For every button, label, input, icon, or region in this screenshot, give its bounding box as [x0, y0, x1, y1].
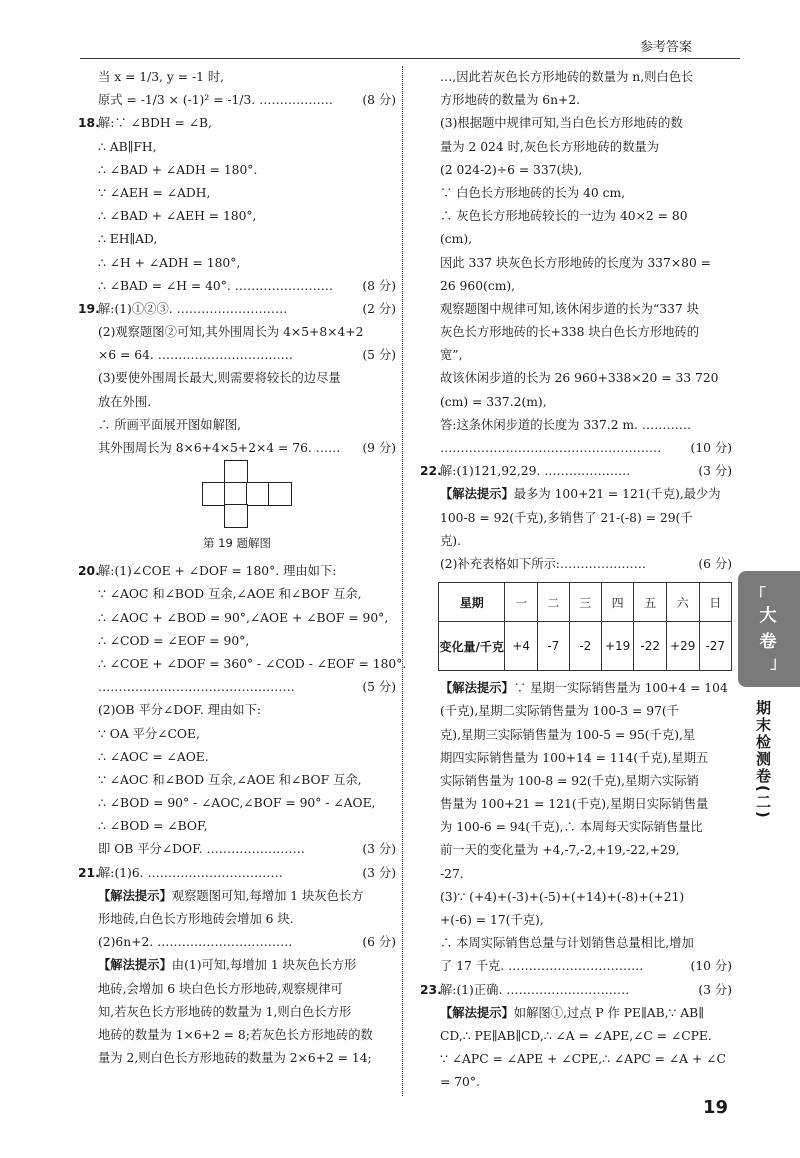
table-row-days — [439, 583, 732, 622]
net-square-3 — [246, 482, 270, 506]
line-text: 地砖,会增加 6 块白色长方形地砖,观察规律可 — [98, 981, 343, 996]
score-label: (3 分) — [362, 842, 396, 857]
text-line — [420, 252, 732, 275]
text-line — [78, 676, 396, 699]
text-line — [420, 553, 732, 576]
text-line — [420, 747, 732, 770]
line-text: 其外围周长为 8×6+4×5+2×4 = 76. …… — [98, 441, 341, 455]
question-number: 22. — [420, 464, 442, 479]
table-day: 六 — [666, 583, 699, 622]
side-tab-line1: 大 — [759, 606, 777, 626]
line-text: 解:∵ ∠BDH = ∠B, — [98, 116, 212, 131]
left2-lines-group — [78, 560, 407, 1070]
text-line — [420, 391, 732, 414]
line-text: 克),星期三实际销售量为 100-5 = 95(千克),星 — [440, 727, 696, 742]
line-text: 知,若灰色长方形地砖的数量为 1,则白色长方形 — [98, 1004, 352, 1019]
text-line — [420, 182, 732, 205]
line-text: ∴ ∠BAD + ∠AEH = 180°, — [98, 209, 257, 224]
text-line — [78, 136, 396, 159]
text-line — [78, 182, 396, 205]
line-text: (2)补充表格如下所示:………………… — [440, 556, 647, 571]
line-text: 观察题图可知,每增加 1 块灰色长方 — [171, 888, 364, 903]
hint-label: 【解法提示】 — [440, 487, 514, 502]
table-value: +19 — [601, 622, 634, 671]
line-text: 为 100-6 = 94(千克),∴ 本周每天实际销售量比 — [440, 820, 703, 835]
line-text: 解:(1)6. …………………………… — [98, 865, 283, 880]
side-tab — [738, 571, 800, 687]
text-line — [78, 1047, 396, 1070]
text-line — [420, 839, 732, 862]
text-line — [78, 1001, 396, 1024]
line-text: 期四实际销售量为 100+14 = 114(千克),星期五 — [440, 750, 709, 765]
line-text: 形地砖,白色长方形地砖会增加 6 块. — [98, 912, 294, 926]
line-text: 解:(1)①②③. ……………………… — [98, 301, 288, 316]
line-text: (2)6n+2. …………………………… — [98, 935, 293, 950]
text-line — [420, 321, 732, 344]
line-text: 量为 2,则白色长方形地砖的数量为 2×6+2 = 14; — [98, 1051, 372, 1066]
line-text: 26 960(cm), — [440, 278, 516, 293]
score-label: (8 分) — [362, 93, 396, 108]
net-square-1 — [202, 482, 226, 506]
table-value: -27 — [699, 622, 731, 671]
line-text: 答:这条休闲步道的长度为 337.2 m. ………… — [440, 417, 692, 432]
text-line — [78, 252, 396, 275]
line-text: 地砖的数量为 1×6+2 = 8;若灰色长方形地砖的数 — [98, 1027, 373, 1042]
score-label: (3 分) — [698, 982, 732, 997]
net-square-2 — [224, 482, 248, 506]
line-text: 售量为 100+21 = 121(千克),星期日实际销售量 — [440, 797, 709, 812]
line-text: 方形地砖的数量为 6n+2. — [440, 93, 581, 108]
text-line — [420, 530, 732, 553]
text-line — [420, 298, 732, 321]
line-text: ………………………………………… — [98, 680, 295, 695]
line-text: 放在外围. — [98, 394, 152, 409]
question-number: 19. — [78, 301, 100, 316]
line-text: 故该休闲步道的长为 26 960+338×20 = 33 720 — [440, 371, 719, 386]
line-text: ∵ OA 平分∠COE, — [98, 726, 200, 741]
text-line — [78, 746, 396, 769]
line-text: 实际销售量为 100-8 = 92(千克),星期六实际销 — [440, 773, 699, 788]
text-line — [78, 1024, 396, 1047]
text-line — [420, 507, 732, 530]
score-label: (5 分) — [362, 680, 396, 695]
text-line — [78, 298, 396, 321]
line-text: (3)根据题中规律可知,当白色长方形地砖的数 — [440, 116, 683, 131]
text-line — [78, 275, 396, 298]
line-text: (2)OB 平分∠DOF. 理由如下: — [98, 703, 262, 718]
hint-label: 【解法提示】 — [440, 681, 514, 696]
line-text: 100-8 = 92(千克),多销售了 21-(-8) = 29(千 — [440, 510, 693, 525]
line-text: (千克),星期二实际销售量为 100-3 = 97(千 — [440, 704, 679, 719]
line-text: ×6 = 64. …………………………… — [98, 348, 293, 363]
line-text: (cm) = 337.2(m), — [440, 394, 547, 409]
text-line — [78, 723, 396, 746]
line-text: ∴ 本周实际销售总量与计划销售总量相比,增加 — [440, 936, 694, 951]
sales-change-table — [438, 582, 732, 671]
table-value: -2 — [569, 622, 601, 671]
hint-label: 【解法提示】 — [98, 888, 172, 903]
text-line — [78, 815, 396, 838]
net-square-4 — [268, 482, 292, 506]
line-text: 由(1)可知,每增加 1 块灰色长方形 — [171, 958, 357, 973]
score-label: (10 分) — [690, 441, 732, 455]
score-label: (5 分) — [362, 348, 396, 363]
text-line — [420, 205, 732, 228]
page-header-title: 参考答案 — [640, 40, 693, 55]
line-text: +(-6) = 17(千克), — [440, 913, 544, 927]
line-text: 解:(1)121,92,29. ………………… — [440, 464, 631, 479]
side-tab-line2: 卷 — [759, 632, 777, 652]
line-text: ∴ AB∥FH, — [98, 139, 157, 154]
text-line — [420, 816, 732, 839]
text-line — [78, 954, 396, 977]
line-text: ∴ EH∥AD, — [98, 232, 158, 247]
text-line — [78, 607, 396, 630]
line-text: (3)∵ (+4)+(-3)+(-5)+(+14)+(-8)+(+21) — [440, 889, 685, 904]
net-square-bottom — [224, 504, 248, 528]
score-label: (6 分) — [698, 556, 732, 571]
line-text: 原式 = -1/3 × (-1)² = -1/3. ……………… — [98, 93, 333, 108]
line-text: ∴ 灰色长方形地砖较长的一边为 40×2 = 80 — [440, 209, 688, 224]
right-lines-group — [420, 66, 732, 576]
text-line — [78, 792, 396, 815]
figure-19-net — [78, 460, 396, 560]
text-line — [420, 863, 732, 886]
hint-label: 【解法提示】 — [98, 958, 172, 973]
left-lines-group — [78, 66, 396, 460]
table-day: 四 — [601, 583, 634, 622]
text-line — [420, 112, 732, 135]
text-line — [420, 979, 732, 1002]
header-rule — [80, 58, 740, 59]
line-text: 解:(1)∠COE + ∠DOF = 180°. 理由如下: — [98, 564, 337, 579]
line-text: (2)观察题图②可知,其外围周长为 4×5+8×4+2 — [98, 325, 364, 340]
text-line — [78, 205, 396, 228]
text-line — [78, 560, 396, 583]
text-line — [420, 1002, 732, 1025]
line-text: ∴ ∠H + ∠ADH = 180°, — [98, 255, 241, 270]
text-line — [420, 724, 732, 747]
line-text: 最多为 100+21 = 121(千克),最少为 — [513, 487, 721, 502]
text-line — [78, 228, 396, 251]
line-text: 因此 337 块灰色长方形地砖的长度为 337×80 = — [440, 255, 711, 270]
score-label: (3 分) — [362, 865, 396, 880]
text-line — [420, 909, 732, 932]
line-text: 前一天的变化量为 +4,-7,-2,+19,-22,+29, — [440, 843, 680, 858]
text-line — [420, 793, 732, 816]
text-line — [420, 1048, 732, 1071]
page-number: 19 — [703, 1097, 729, 1118]
line-text: 解:(1)正确. ………………………… — [440, 982, 630, 997]
text-line — [420, 886, 732, 909]
text-line — [78, 437, 396, 460]
line-text: ∴ ∠COE + ∠DOF = 360° - ∠COD - ∠EOF = 180°. — [98, 656, 407, 671]
score-label: (9 分) — [362, 441, 396, 455]
question-number: 23. — [420, 982, 442, 997]
line-text: 当 x = 1/3, y = -1 时, — [98, 70, 225, 84]
text-line — [420, 89, 732, 112]
line-text: 灰色长方形地砖的长+338 块白色长方形地砖的 — [440, 325, 700, 340]
table-row-values — [439, 622, 732, 671]
text-line — [78, 630, 396, 653]
text-line — [78, 112, 396, 135]
text-line — [420, 367, 732, 390]
side-tab-inner: 「 大 卷 」 — [750, 585, 786, 672]
table-day: 日 — [699, 583, 731, 622]
line-text: CD,∴ PE∥AB∥CD,∴ ∠A = ∠APE,∠C = ∠CPE. — [440, 1028, 712, 1043]
question-number: 18. — [78, 116, 100, 131]
column-divider — [402, 66, 403, 1096]
table-day: 三 — [569, 583, 601, 622]
text-line — [420, 1025, 732, 1048]
text-line — [78, 391, 396, 414]
line-text: ∴ ∠COD = ∠EOF = 90°, — [98, 633, 250, 648]
line-text: -27. — [440, 866, 464, 881]
text-line — [78, 583, 396, 606]
text-line — [420, 483, 732, 506]
text-line — [420, 1071, 732, 1094]
text-line — [78, 931, 396, 954]
line-text: 即 OB 平分∠DOF. …………………… — [98, 842, 305, 857]
table-header-label: 星期 — [439, 583, 505, 622]
text-line — [78, 885, 396, 908]
line-text: ∴ ∠AOC = ∠AOE. — [98, 749, 209, 764]
text-line — [78, 838, 396, 861]
question-number: 21. — [78, 865, 100, 880]
line-text: 量为 2 024 时,灰色长方形地砖的数量为 — [440, 139, 660, 154]
text-line — [78, 89, 396, 112]
score-label: (3 分) — [698, 464, 732, 479]
line-text: ∵ ∠AOC 和∠BOD 互余,∠AOE 和∠BOF 互余, — [98, 772, 362, 787]
right2-lines-group — [420, 677, 732, 1094]
line-text: ∵ ∠AEH = ∠ADH, — [98, 185, 211, 200]
text-line — [420, 136, 732, 159]
net-square-top — [224, 460, 248, 484]
line-text: ∵ ∠APC = ∠APE + ∠CPE,∴ ∠APC = ∠A + ∠C — [440, 1052, 726, 1067]
table-day: 五 — [634, 583, 666, 622]
line-text: 如解图①,过点 P 作 PE∥AB,∵ AB∥ — [513, 1005, 704, 1020]
line-text: (cm), — [440, 232, 473, 247]
side-vertical-title: 期末检测卷(二) — [754, 700, 772, 820]
text-line — [78, 699, 396, 722]
score-label: (8 分) — [362, 278, 396, 293]
line-text: ∵ 白色长方形地砖的长为 40 cm, — [440, 185, 626, 200]
text-line — [78, 908, 396, 931]
text-line — [78, 321, 396, 344]
line-text: ∴ ∠BAD = ∠H = 40°. …………………… — [98, 278, 334, 293]
hint-label: 【解法提示】 — [440, 1005, 514, 1020]
score-label: (10 分) — [690, 959, 732, 974]
left-column — [78, 66, 407, 1070]
text-line — [420, 275, 732, 298]
line-text: ……………………………………………… — [440, 441, 662, 455]
line-text: 观察题图中规律可知,该休闲步道的长为“337 块 — [440, 301, 699, 316]
line-text: ∵ 星期一实际销售量为 100+4 = 104 — [513, 681, 728, 696]
text-line — [420, 677, 732, 700]
table-value: +29 — [666, 622, 699, 671]
line-text: 了 17 千克. …………………………… — [440, 959, 644, 974]
table-value: -22 — [634, 622, 666, 671]
text-line — [420, 770, 732, 793]
line-text: 宽”, — [440, 348, 463, 363]
table-day: 一 — [505, 583, 537, 622]
line-text: …,因此若灰色长方形地砖的数量为 n,则白色长 — [440, 70, 694, 84]
text-line — [420, 460, 732, 483]
line-text: ∴ ∠BOD = ∠BOF, — [98, 819, 208, 834]
text-line — [420, 955, 732, 978]
line-text: ∴ ∠AOC + ∠BOD = 90°,∠AOE + ∠BOF = 90°, — [98, 610, 389, 625]
line-text: ∴ 所画平面展开图如解图, — [98, 417, 242, 432]
line-text: 克). — [440, 533, 462, 548]
line-text: ∴ ∠BAD + ∠ADH = 180°. — [98, 162, 258, 177]
text-line — [420, 700, 732, 723]
figure-caption: 第 19 题解图 — [203, 536, 271, 551]
table-value: +4 — [505, 622, 537, 671]
text-line — [78, 66, 396, 89]
table-value-label: 变化量/千克 — [439, 622, 505, 671]
line-text: ∴ ∠BOD = 90° - ∠AOC,∠BOF = 90° - ∠AOE, — [98, 796, 376, 811]
table-value: -7 — [537, 622, 569, 671]
text-line — [78, 414, 396, 437]
question-number: 20. — [78, 564, 100, 579]
text-line — [78, 862, 396, 885]
line-text: = 70°. — [440, 1075, 480, 1090]
text-line — [78, 653, 407, 676]
text-line — [78, 769, 396, 792]
line-text: (3)要使外围周长最大,则需要将较长的边尽量 — [98, 371, 341, 386]
text-line — [78, 159, 396, 182]
text-line — [420, 437, 732, 460]
text-line — [78, 367, 396, 390]
line-text: ∵ ∠AOC 和∠BOD 互余,∠AOE 和∠BOF 互余, — [98, 587, 362, 602]
score-label: (6 分) — [362, 935, 396, 950]
text-line — [420, 66, 732, 89]
text-line — [420, 159, 732, 182]
table-day: 二 — [537, 583, 569, 622]
line-text: (2 024-2)÷6 = 337(块), — [440, 162, 583, 177]
text-line — [420, 228, 732, 251]
text-line — [420, 932, 732, 955]
text-line — [78, 344, 396, 367]
score-label: (2 分) — [362, 301, 396, 316]
text-line — [420, 414, 732, 437]
text-line — [78, 978, 396, 1001]
right-column — [420, 66, 732, 1095]
text-line — [420, 344, 732, 367]
